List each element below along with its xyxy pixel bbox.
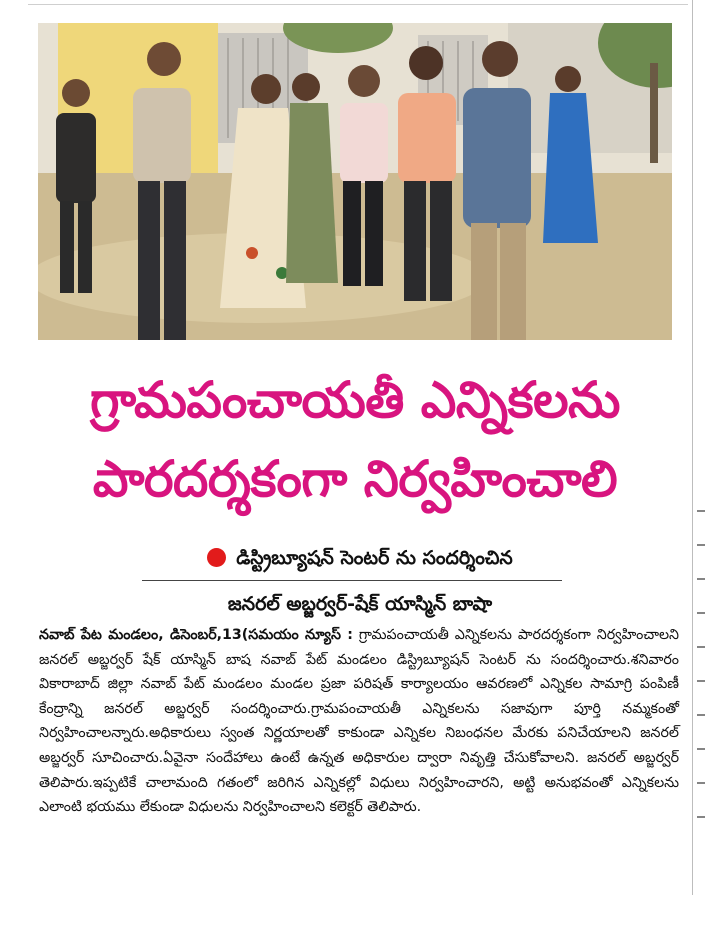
article-body: [39, 623, 679, 820]
subheadline-line-1: [140, 545, 580, 571]
red-bullet-icon: [207, 548, 226, 567]
adjacent-column-fragments: [697, 500, 709, 880]
headline-line-1: గ్రామపంచాయతీ ఎన్నికలను: [90, 371, 620, 429]
top-rule: [28, 4, 688, 5]
article-dateline: నవాబ్ పేట మండలం, డిసెంబర్,13(సమయం న్యూస్ :: [39, 627, 353, 643]
article-text: గ్రామపంచాయతీ ఎన్నికలను పారదర్శకంగా నిర్వహించాలని జనరల్ అబ్జర్వర్ షేక్ యాస్మిన్ బాష నవాబ్ పేట్ మండలం డిస్ట్రిబ్యూషన్ సెంటర్ ను సందర్శించారు.శనివారం వికారాబాద్ జిల్లా నవాబ్ పేట్ మండలం మండల ప్రజా పరిషత్ కార్యాలయం ఆవరణలో ఎన్నికల సామాగ్రి పంపిణీ కేంద్రాన్ని జనరల్ అబ్జర్వర్ సందర్శించారు.గ్రామపంచాయతీ ఎన్నికలను సజావుగా పూర్తి నమ్మకంతో నిర్వహించాలన్నారు.అధికారులు స్వంత నిర్ణయాలతో కాకుండా ఎన్నికల నిబంధనల మేరకు పనిచేయాలని జనరల్ అబ్జర్వర్ సూచించారు.ఏవైనా సందేహాలు ఉంటే ఉన్నత అధికారుల ద్వారా నివృత్తి చేసుకోవాలని. జనరల్ అబ్జర్వర్ తెలిపారు.ఇప్పటికే చాలామంది గతంలో జరిగిన ఎన్నికల్లో విధులు నిర్వహించారని, అట్టి అనుభవంతో ఎన్నికలను ఎలాంటి భయము లేకుండా విధులను నిర్వహించాలని కలెక్టర్ తెలిపారు.: [39, 627, 679, 816]
subheadline-divider: [142, 580, 562, 581]
headline-line-2: పారదర్శకంగా నిర్వహించాలి: [92, 450, 618, 508]
subheadline-line-2: జనరల్ అబ్జర్వర్-షేక్ యాస్మిన్ బాషా: [227, 593, 493, 615]
news-photo: [38, 23, 672, 340]
column-divider: [692, 0, 693, 895]
subheadline-line-1-text: డిస్ట్రిబ్యూషన్ సెంటర్ ను సందర్శించిన: [236, 547, 513, 569]
